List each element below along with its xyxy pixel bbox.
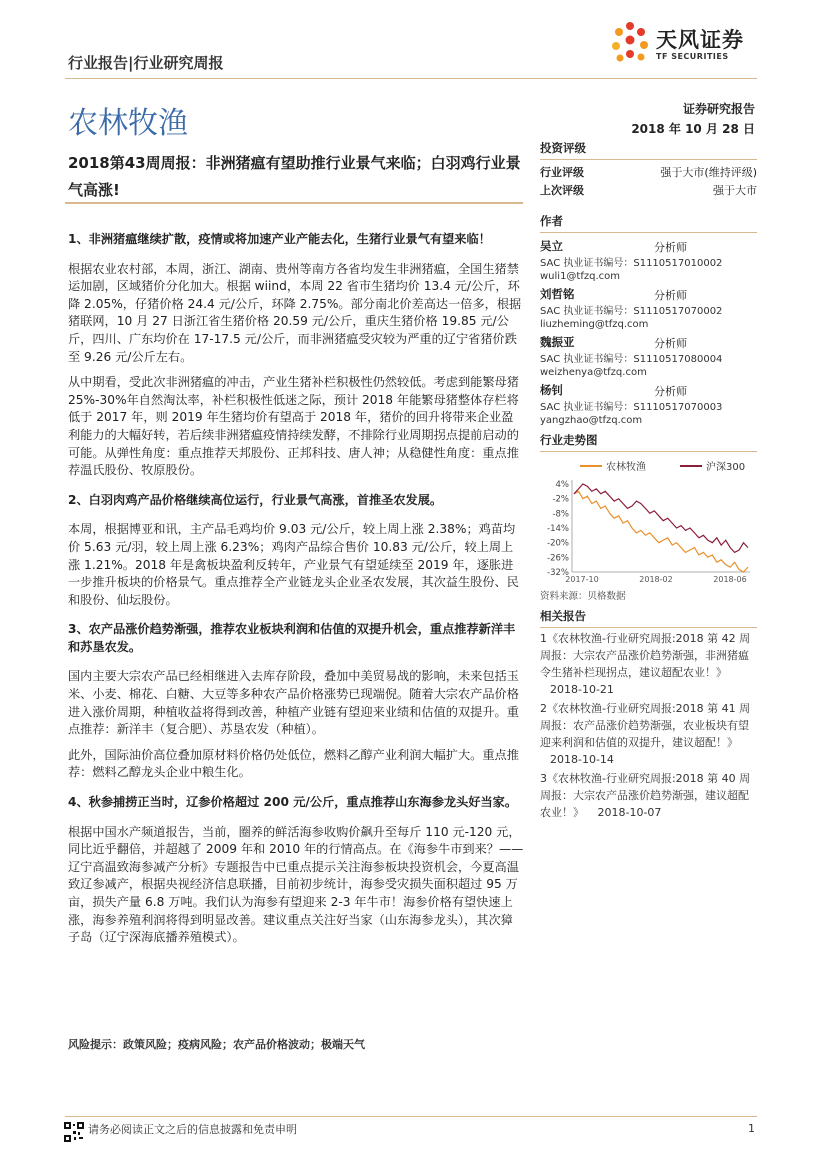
y-tick-label: -32% (547, 568, 569, 578)
legend-label: 农林牧渔 (606, 462, 646, 473)
y-tick-label: -26% (547, 553, 569, 564)
author-name: 刘哲铭 (540, 287, 575, 301)
prev-rating-label: 上次评级 (540, 184, 584, 197)
legend-label: 沪深300 (706, 462, 746, 473)
author-cert: SAC 执业证书编号：S1110517010002 (540, 258, 723, 269)
authors-heading: 作者 (540, 213, 757, 233)
author-cert: SAC 执业证书编号：S1110517070003 (540, 402, 723, 413)
author-role: 分析师 (654, 241, 687, 254)
x-tick-label: 2017-10 (565, 575, 599, 584)
industry-rating-row (540, 164, 757, 182)
industry-rating-value: 强于大市(维持评级) (660, 166, 757, 179)
author-email[interactable]: liuzheming@tfzq.com (540, 319, 649, 330)
section-paragraph: 根据中国水产频道报告，当前，圈养的鲜活海参收购价飙升至每斤 110 元-120 元，同比近乎翻倍，并超越了 2009 年和 2010 年的行情高点。在《海参牛市到来？——辽宁高温致海参减产分析》专题报告中已重点提示关注海参板块投资机会，今夏高温致辽参减产，根据央视经济信息联播，目前初步统计，海参受灾损失面积超过 95 万亩，损失产量 6.8 万吨。我们认为海参有望迎来 2-3 年牛市！海参价格有望快速上涨，海参养殖利润将得到明显改善。建议重点关注好当家（山东海参龙头），其次獐子岛（辽宁深海底播养殖模式）。 (68, 824, 524, 945)
author-cert: SAC 执业证书编号：S1110517070002 (540, 306, 723, 317)
rating-panel (540, 140, 757, 200)
series-line (574, 491, 748, 572)
author-name: 杨钊 (540, 383, 563, 397)
footer-divider (65, 1116, 757, 1117)
related-report-text[interactable]: 3《农林牧渔-行业研究周报:2018 第 40 周周报：大宗农产品涨价趋势渐强，建议超配农业！》 (540, 772, 751, 819)
prev-rating-value: 强于大市 (713, 184, 757, 197)
logo-mark-icon (608, 20, 652, 64)
page-number: 1 (748, 1122, 755, 1135)
header-divider (65, 78, 757, 79)
sector-title: 农林牧渔 (68, 106, 188, 141)
author-email[interactable]: yangzhao@tfzq.com (540, 415, 643, 426)
related-report-date: 2018-10-07 (597, 806, 662, 819)
authors-panel (540, 213, 757, 427)
related-report-date: 2018-10-21 (550, 683, 614, 696)
rating-heading: 投资评级 (540, 140, 757, 160)
x-tick-label: 2018-06 (713, 575, 747, 584)
author-name: 吴立 (540, 239, 563, 253)
industry-rating-label: 行业评级 (540, 166, 584, 179)
report-category: 行业报告|行业研究周报 (68, 54, 224, 72)
title-divider (65, 202, 523, 204)
related-report-item[interactable] (540, 770, 757, 821)
section-paragraph: 本周，根据博亚和讯，主产品毛鸡均价 9.03 元/公斤，较上周上涨 2.38%；鸡苗均价 5.63 元/羽，较上周上涨 6.23%；鸡肉产品综合售价 10.83 元/公斤，较上周上涨 1.21%。2018 年是禽板块盈利反转年，产业景气有望延续至 2019 年，逐胀进一步推升板块的价格景气。重点推荐全产业链龙头企业圣农发展，其次益生股份、民和股份、仙坛股份。 (68, 522, 519, 607)
x-tick-label: 2018-02 (639, 575, 673, 584)
section-heading: 4、秋参捕捞正当时，辽参价格超过 200 元/公斤，重点推荐山东海参龙头好当家。 (68, 795, 518, 810)
prev-rating-row (540, 182, 757, 200)
qr-code-icon (64, 1122, 84, 1142)
main-body (68, 231, 524, 947)
report-type: 证券研究报告 (682, 102, 755, 116)
author-role: 分析师 (654, 385, 687, 398)
logo-en-text: TF SECURITIES (656, 52, 729, 61)
risk-warning: 风险提示：政策风险；疫病风险；农产品价格波动；极端天气 (68, 1038, 365, 1051)
author-item (540, 287, 757, 331)
section-heading: 1、非洲猪瘟继续扩散，疫情或将加速产业产能去化，生猪行业景气有望来临！ (68, 232, 491, 246)
related-report-text[interactable]: 2《农林牧渔-行业研究周报:2018 第 41 周周报：农产品涨价趋势渐强，农业板块有望迎来利润和估值的双提升，建议超配！》 (540, 702, 751, 749)
section-heading: 2、白羽肉鸡产品价格继续高位运行，行业景气高涨，首推圣农发展。 (68, 492, 443, 507)
section-paragraph: 根据农业农村部，本周，浙江、湖南、贵州等南方各省均发生非洲猪瘟，全国生猪禁运加剧，区域猪价分化加大。根据 wiind，本周 22 省市生猪均价 13.4 元/公斤，环降 2.05%，仔猪价格 24.4 元/公斤，环降 2.75%。部分南北价差高达一倍多，根据猪联网，10 月 27 日浙江省生猪价格 20.59 元/公斤，重庆生猪价格 19.85 元/公斤，四川、广东均价在 17-17.5 元/公斤，而非洲猪瘟受灾较为严重的辽宁省猪价跌至 9.26 元/公斤左右。 (68, 261, 522, 364)
logo-cn-text: 天风证券 (656, 28, 744, 52)
y-tick-label: -20% (547, 538, 569, 549)
report-date: 2018 年 10 月 28 日 (631, 122, 755, 136)
y-tick-label: 4% (555, 480, 569, 490)
y-tick-label: -14% (547, 524, 569, 534)
author-email[interactable]: weizhenya@tfzq.com (540, 367, 647, 378)
y-tick-label: -2% (552, 494, 569, 505)
related-heading: 相关报告 (540, 608, 757, 628)
trend-chart (540, 454, 757, 586)
related-panel (540, 608, 757, 821)
trend-panel (540, 432, 757, 602)
author-cert: SAC 执业证书编号：S1110517080004 (540, 354, 723, 365)
section-heading: 3、农产品涨价趋势渐强，推荐农业板块利润和估值的双提升机会，重点推荐新洋丰和苏垦农发。 (68, 622, 516, 654)
author-role: 分析师 (654, 337, 687, 350)
author-role: 分析师 (654, 289, 687, 302)
y-tick-label: -8% (552, 509, 569, 520)
section-paragraph: 国内主要大宗农产品已经相继进入去库存阶段，叠加中美贸易战的影响，未来包括玉米、小麦、棉花、白糖、大豆等多种农产品价格涨势已现端倪。随着大宗农产品价格进入涨价周期，种植收益将得到改善，种植产业链有望迎来业绩和估值的双提升。重点推荐：新洋丰（复合肥）、苏垦农发（种植）。 (68, 669, 519, 737)
footer-disclaimer: 请务必阅读正文之后的信息披露和免责申明 (88, 1123, 297, 1136)
author-name: 魏振亚 (540, 335, 575, 349)
report-title: 2018第43周周报：非洲猪瘟有望助推行业景气来临；白羽鸡行业景气高涨! (68, 154, 521, 199)
author-email[interactable]: wuli1@tfzq.com (540, 271, 621, 282)
author-item (540, 383, 757, 427)
author-item (540, 335, 757, 379)
related-report-item[interactable] (540, 700, 757, 768)
author-item (540, 239, 757, 283)
related-report-date: 2018-10-14 (550, 753, 614, 766)
company-logo (608, 18, 758, 70)
related-report-text[interactable]: 1《农林牧渔-行业研究周报:2018 第 42 周周报：大宗农产品涨价趋势渐强，非洲猪瘟令生猪补栏现拐点，建议超配农业！》 (540, 632, 751, 679)
section-paragraph: 此外，国际油价高位叠加原材料价格仍处低位，燃料乙醇产业利润大幅扩大。重点推荐：燃料乙醇龙头企业中粮生化。 (68, 747, 519, 780)
chart-source: 资料来源：贝格数据 (540, 591, 626, 602)
related-report-item[interactable] (540, 630, 757, 698)
trend-heading: 行业走势图 (540, 432, 757, 452)
section-paragraph: 从中期看，受此次非洲猪瘟的冲击，产业生猪补栏积极性仍然较低。考虑到能繁母猪 25%-30%年自然淘汰率，补栏积极性低迷之际，预计 2018 年能繁母猪整体存栏将低于 2017 年，则 2019 年生猪均价有望高于 2018 年，猪价的回升将带来企业盈利能力的大幅好转，若后续非洲猪瘟疫情持续发酵，不排除行业周期拐点提前启动的可能。从弹性角度：重点推荐天邦股份、正邦科技、唐人神；从稳健性角度：重点推荐温氏股份、牧原股份。 (68, 375, 519, 478)
